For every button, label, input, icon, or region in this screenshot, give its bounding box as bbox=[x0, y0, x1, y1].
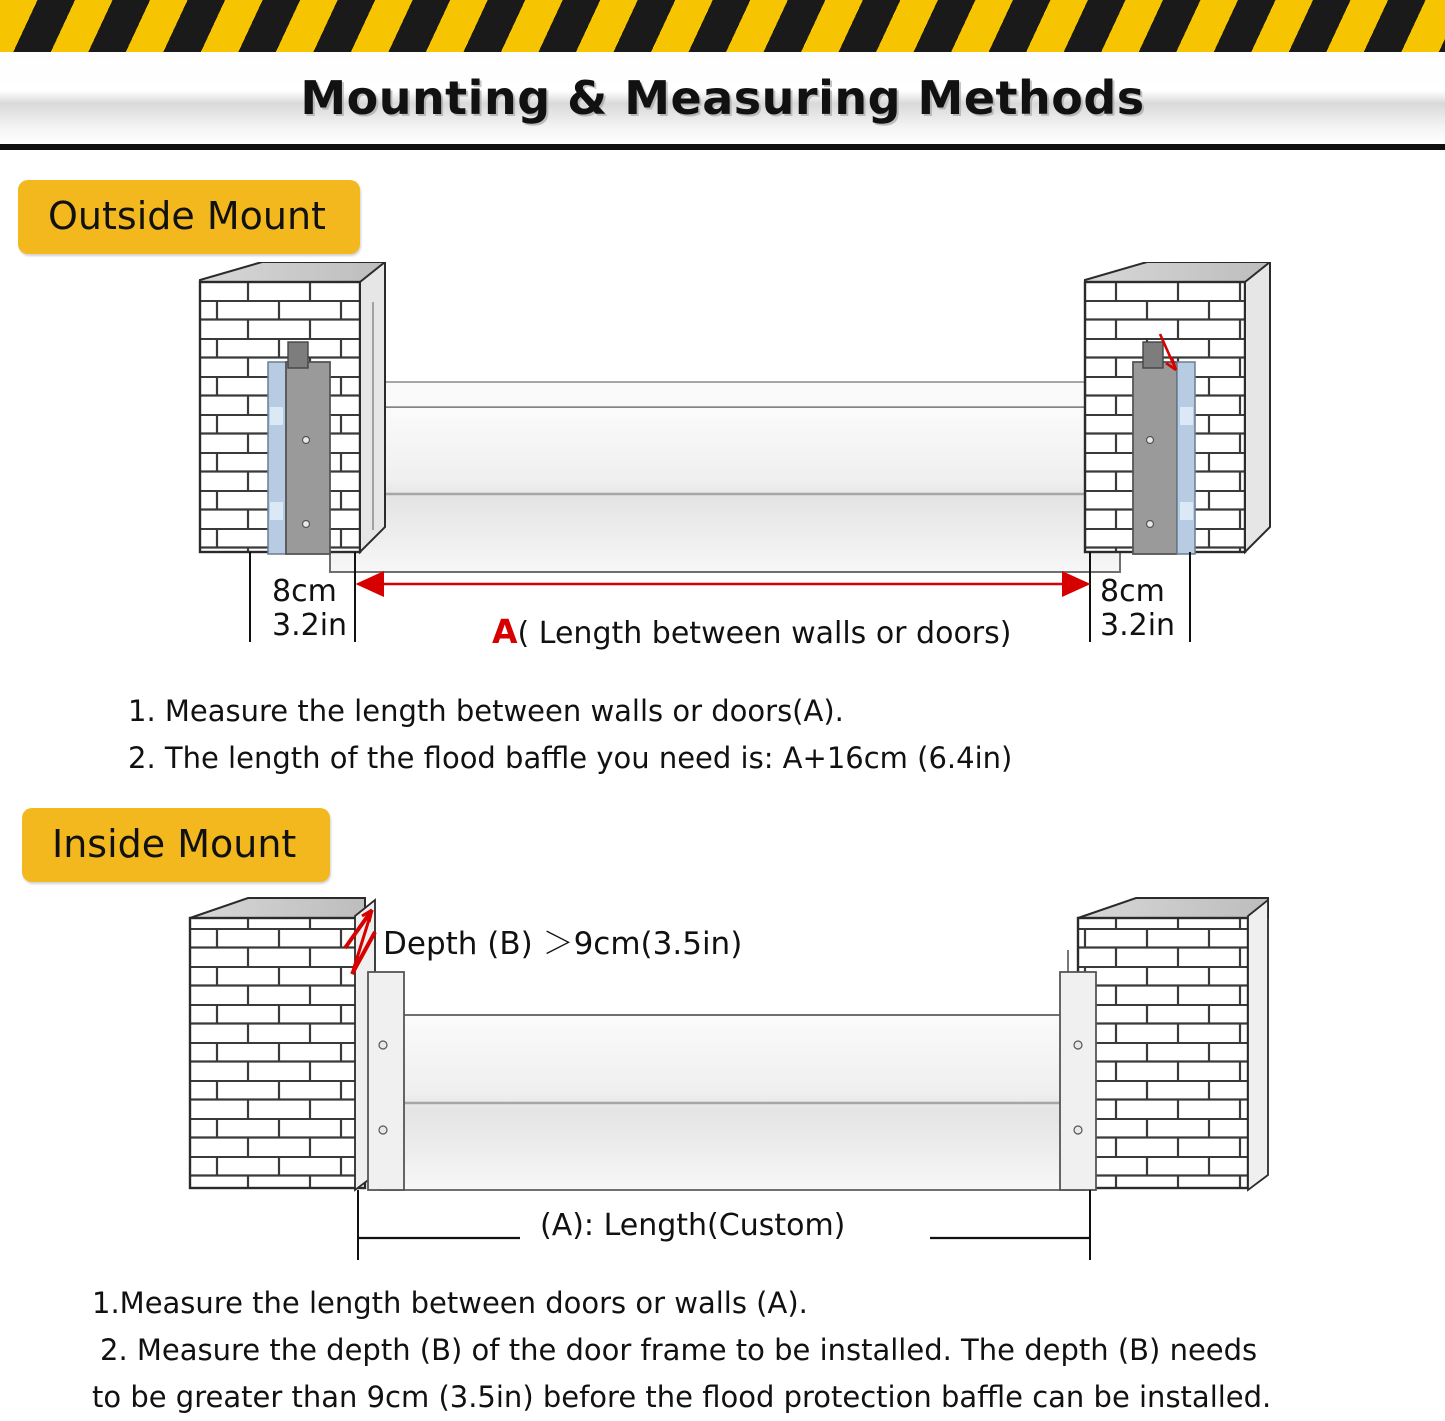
left-bracket-inside bbox=[368, 972, 404, 1190]
inside-instruction-1: 1.Measure the length between doors or walls (A). bbox=[92, 1286, 808, 1320]
right-wall-inside bbox=[1068, 898, 1268, 1190]
page-title: Mounting & Measuring Methods bbox=[300, 71, 1145, 125]
right-offset-dimension bbox=[1100, 575, 1175, 642]
span-letter-a: A bbox=[492, 612, 518, 651]
outside-mount-instructions bbox=[128, 688, 1328, 782]
span-a-caption-inside: (A): Length(Custom) bbox=[540, 1208, 846, 1243]
page-header bbox=[0, 0, 1445, 150]
inside-instruction-2: 2. Measure the depth (B) of the door frame to be installed. The depth (B) needs bbox=[100, 1332, 1258, 1367]
right-bracket-outside bbox=[1133, 334, 1195, 554]
left-offset-cm: 8cm bbox=[272, 574, 337, 609]
depth-note: Depth (B) ＞9cm(3.5in) bbox=[383, 926, 743, 962]
hazard-stripe-decor bbox=[0, 0, 1445, 55]
section-label-inside-mount bbox=[22, 808, 330, 882]
left-bracket-outside bbox=[268, 342, 330, 554]
left-offset-dimension bbox=[272, 575, 347, 642]
right-bracket-inside bbox=[1060, 972, 1096, 1190]
inside-mount-tag-text: Inside Mount bbox=[22, 808, 330, 882]
right-offset-cm: 8cm bbox=[1100, 574, 1165, 609]
outside-instruction-1: 1. Measure the length between walls or doors(A). bbox=[128, 694, 844, 728]
inside-instruction-2-cont: to be greater than 9cm (3.5in) before the flood protection baffle can be installed. bbox=[92, 1379, 1272, 1414]
flood-baffle-panel-inside bbox=[380, 1015, 1085, 1190]
span-a-caption-outside bbox=[492, 612, 1011, 651]
outside-mount-tag-text: Outside Mount bbox=[18, 180, 360, 254]
inside-mount-instructions bbox=[92, 1280, 1392, 1421]
section-label-outside-mount bbox=[18, 180, 360, 254]
span-caption-text: ( Length between walls or doors) bbox=[517, 616, 1012, 651]
flood-baffle-panel-outside bbox=[330, 382, 1120, 572]
right-offset-in: 3.2in bbox=[1100, 607, 1176, 643]
left-offset-in: 3.2in bbox=[272, 607, 348, 643]
outside-mount-diagram bbox=[0, 262, 1445, 662]
title-bar bbox=[0, 52, 1445, 150]
outside-instruction-2: 2. The length of the flood baffle you need is: A+16cm (6.4in) bbox=[128, 740, 1013, 775]
